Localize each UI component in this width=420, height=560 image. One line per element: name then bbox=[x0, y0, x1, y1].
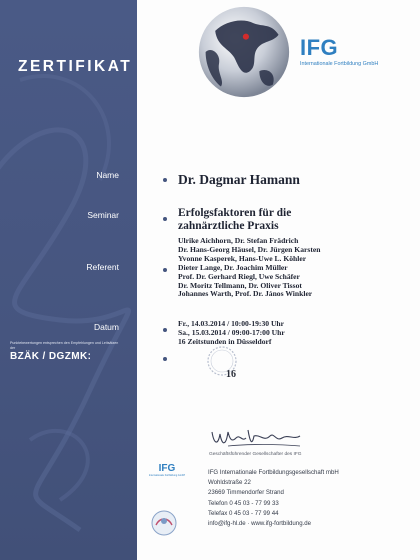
left-band bbox=[0, 0, 137, 560]
address-line: 23669 Timmendorfer Strand bbox=[208, 489, 284, 497]
signature-caption: Geschäftsführender Gesellschafter des IFG bbox=[209, 452, 302, 457]
date-line: Fr., 14.03.2014 / 10:00-19:30 Uhr bbox=[178, 319, 285, 328]
seminar-title bbox=[178, 207, 378, 233]
referent-line: Prof. Dr. Gerhard Riegl, Uwe Schäfer bbox=[178, 271, 300, 281]
referent-line: Dieter Lange, Dr. Joachim Müller bbox=[178, 262, 288, 272]
date-line: Sa., 15.03.2014 / 09:00-17:00 Uhr bbox=[178, 327, 285, 337]
ifg-logo-subtitle: Internationale Fortbildung GmbH bbox=[300, 61, 379, 67]
date-block bbox=[178, 320, 408, 347]
label-referent: Referent bbox=[86, 262, 119, 272]
date-line: 16 Zeitstunden in Düsseldorf bbox=[178, 336, 272, 346]
bullet-icon bbox=[163, 328, 167, 332]
referent-line: Yvonne Kasperek, Hans-Uwe L. Köhler bbox=[178, 253, 307, 263]
quality-seal-icon bbox=[150, 509, 178, 537]
bullet-icon bbox=[163, 268, 167, 272]
bullet-icon bbox=[163, 217, 167, 221]
label-datum: Datum bbox=[93, 322, 119, 332]
globe-icon bbox=[196, 4, 292, 100]
bullet-icon bbox=[163, 357, 167, 361]
address-line: Telefon 0 45 03 - 77 99 33 bbox=[208, 499, 279, 507]
referent-list bbox=[178, 237, 408, 299]
bullet-icon bbox=[163, 178, 167, 182]
address-line: info@ifg-hl.de · www.ifg-fortbildung.de bbox=[208, 520, 312, 528]
label-seminar: Seminar bbox=[87, 210, 119, 220]
ifg-small-logo-mark: IFG bbox=[158, 463, 176, 474]
ifg-small-logo bbox=[148, 463, 186, 477]
points-note: Punktebewertungen entsprechen den Empfehlungen und Leitsätzen der bbox=[10, 341, 119, 350]
seminar-line: zahnärztliche Praxis bbox=[178, 220, 279, 232]
referent-line: Ulrike Aichhorn, Dr. Stefan Frädrich bbox=[178, 236, 299, 245]
bzak-label: BZÄK / DGZMK: bbox=[10, 351, 92, 362]
referent-line: Johannes Warth, Prof. Dr. János Winkler bbox=[178, 289, 313, 299]
participant-name: Dr. Dagmar Hamann bbox=[178, 172, 300, 187]
ifg-logo bbox=[300, 37, 410, 67]
ifg-logo-mark: IFG bbox=[300, 35, 339, 60]
label-name: Name bbox=[96, 170, 119, 180]
certificate-title: ZERTIFIKAT bbox=[18, 58, 133, 75]
points-value: 16 bbox=[226, 369, 236, 380]
seminar-line: Erfolgsfaktoren für die bbox=[178, 207, 292, 219]
address-line: IFG Internationale Fortbildungsgesellschaft mbH bbox=[208, 469, 339, 476]
address-line: Telefax 0 45 03 - 77 99 44 bbox=[208, 509, 279, 517]
referent-line: Dr. Moritz Tellmann, Dr. Oliver Tissot bbox=[178, 280, 302, 290]
ifg-small-logo-subtitle: Internationale Fortbildung GmbH bbox=[148, 474, 186, 477]
address-line: Wohldstraße 22 bbox=[208, 479, 251, 487]
address-block bbox=[208, 468, 339, 529]
script-watermark bbox=[0, 60, 137, 560]
referent-line: Dr. Hans-Georg Häusel, Dr. Jürgen Karsten bbox=[178, 244, 321, 254]
signature-icon bbox=[208, 424, 304, 454]
